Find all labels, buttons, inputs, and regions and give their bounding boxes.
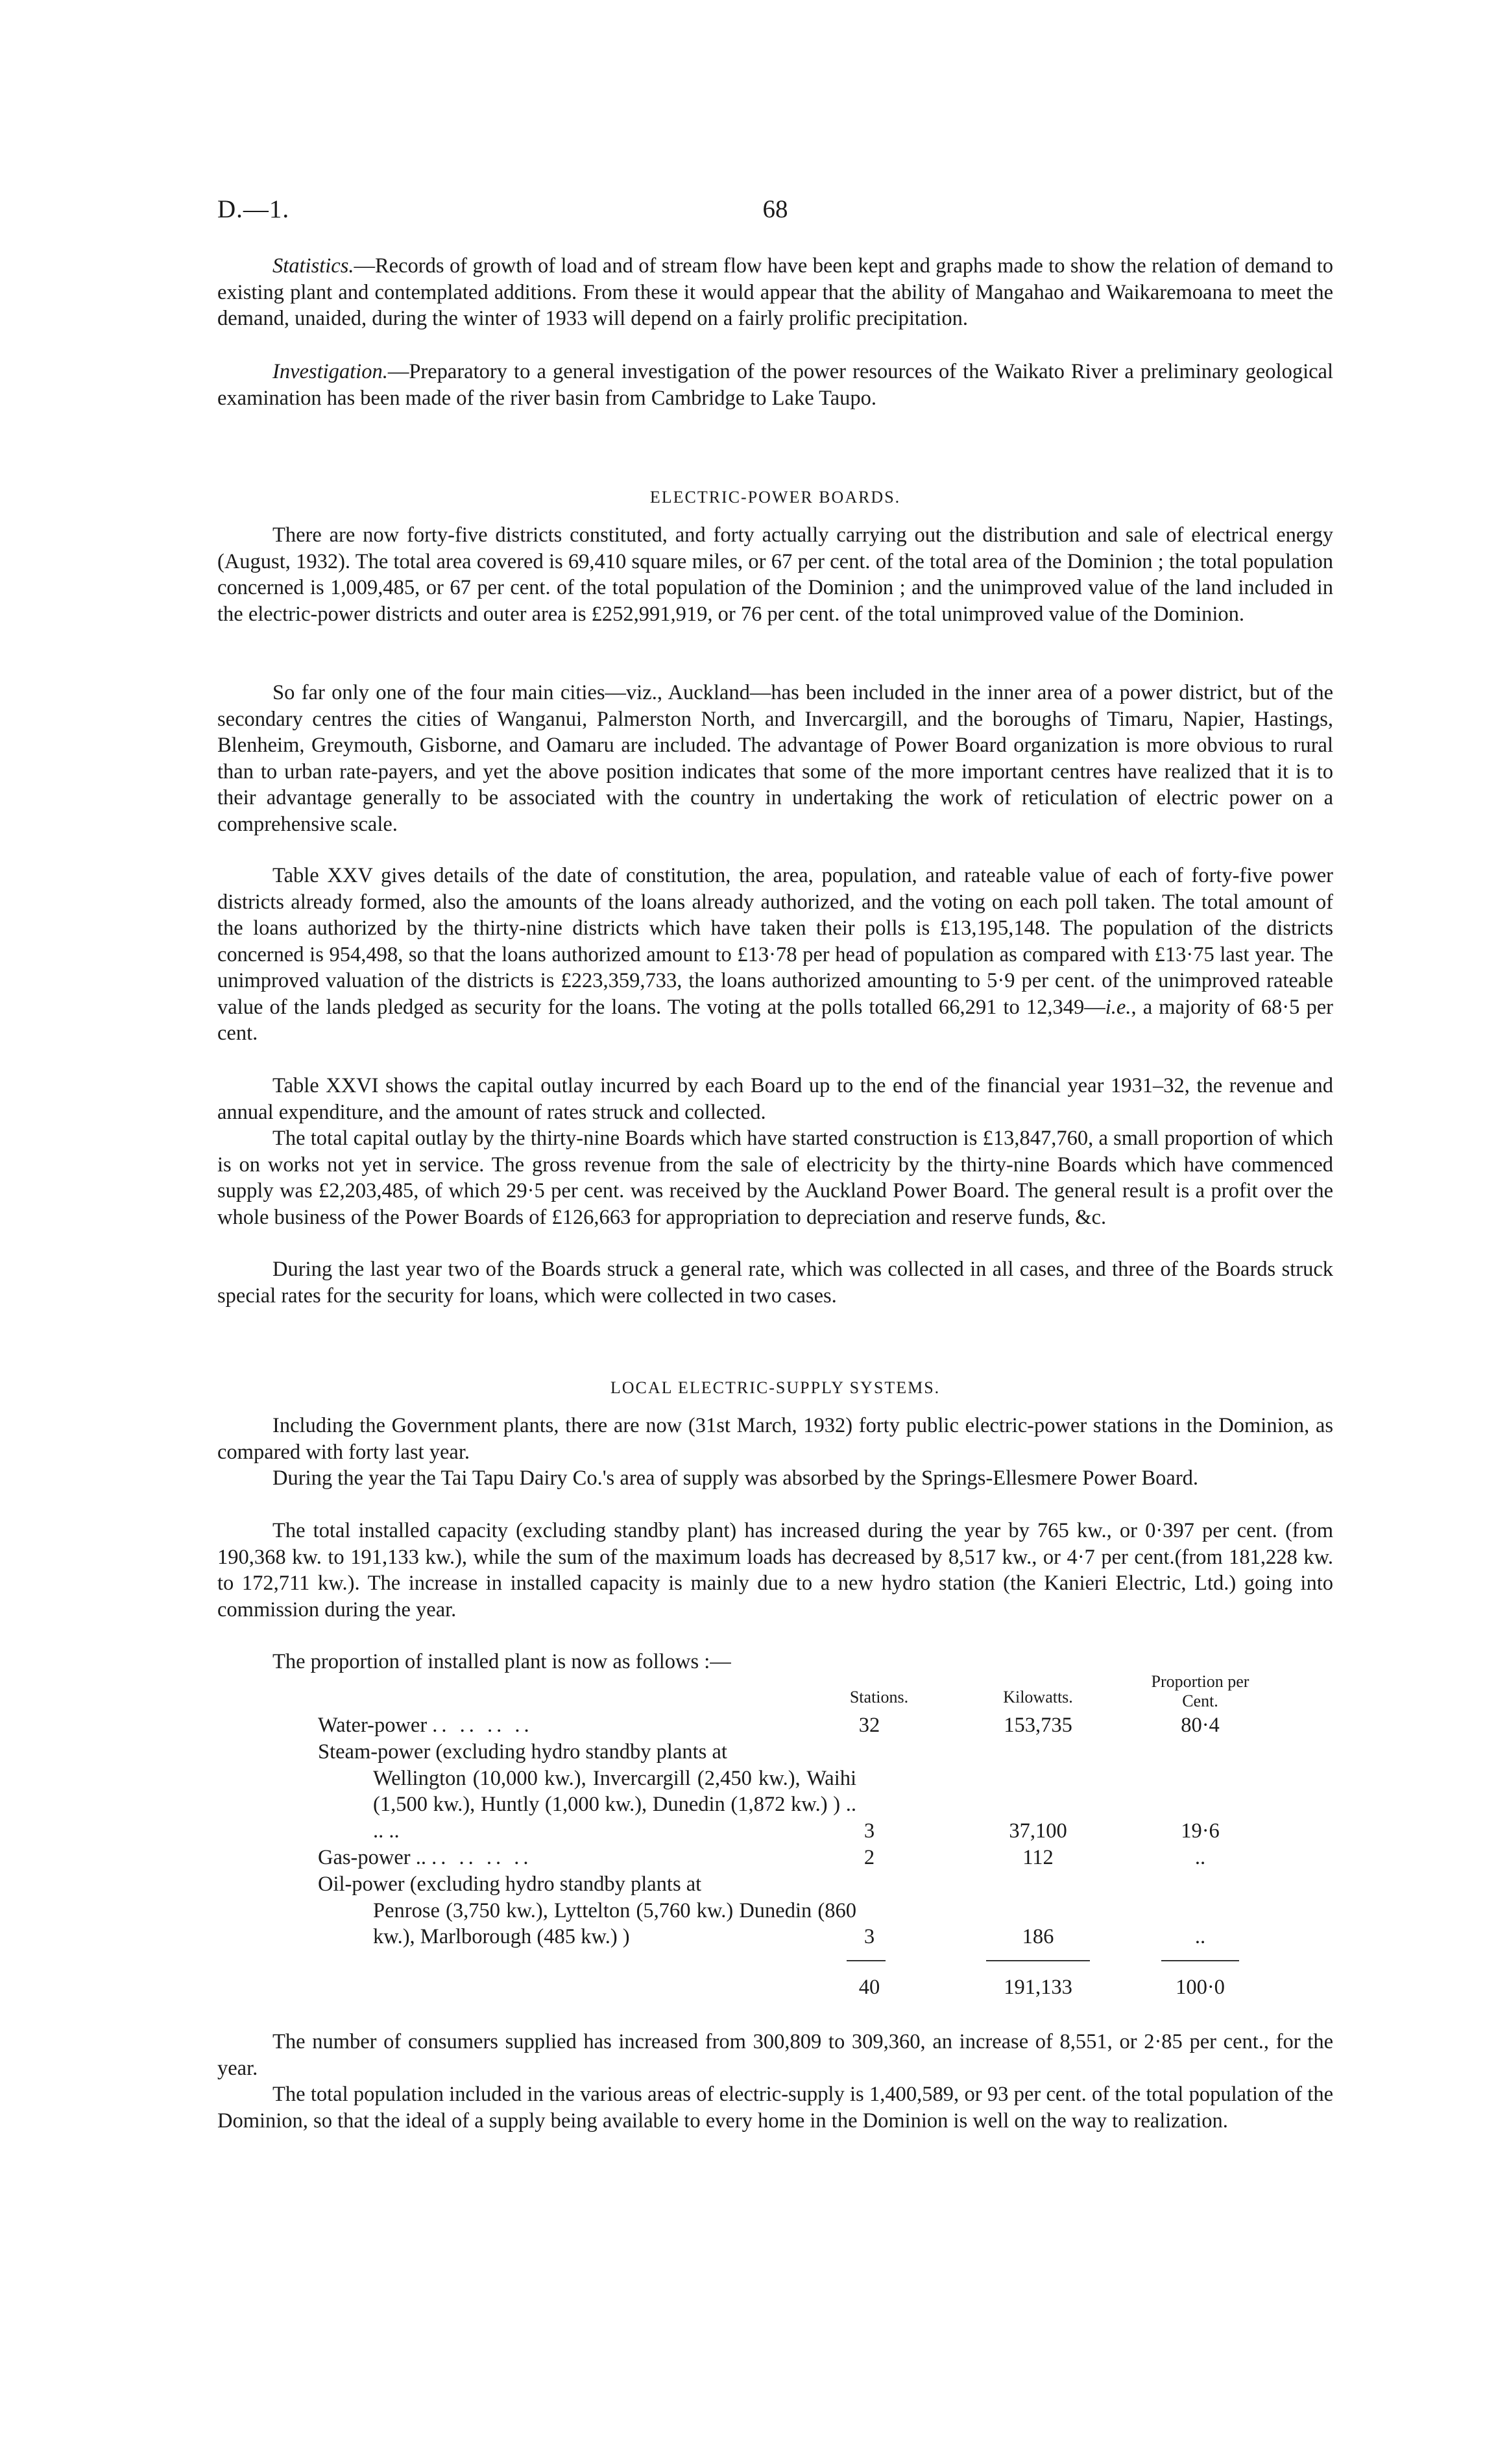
table-cell-proportion: 19·6 <box>1181 1819 1220 1843</box>
after-table-paragraph-2: The total population included in the various areas of electric-supply is 1,400,589, or 93 per cent. of the total population of the Dominion, so that the ideal of a supply being available to every home in the Dominion is well on the way to realization. <box>217 2083 1333 2133</box>
table-total-proportion: 100·0 <box>1176 1976 1225 1999</box>
total-rule-proportion <box>1161 1960 1239 1961</box>
table-cell-stations: 3 <box>863 1925 875 1948</box>
col-header-proportion: Proportion per Cent. <box>1151 1672 1249 1710</box>
boards-paragraph-6: During the last year two of the Boards struck a general rate, which was collected in all cases, and three of the Boards struck special rates for the security for loans, which were collected in two cases. <box>217 1258 1333 1308</box>
boards-paragraph-3: Table XXV gives details of the date of constitution, the area, population, and rateable value of each of forty-five power districts already formed, also the amounts of the loans already authorized, and the voting on each poll taken. The total amount of the loans authorized by the thirty-nine districts which have taken their polls is £13,195,148. The population of the districts concerned is 954,498, so that the loans authorized amount to £13·78 per head of population as compared with £13·75 last year. The unimproved valuation of the districts is £223,359,733, the loans authorized amounting to 5·9 per cent. of the unimproved rateable value of the lands pledged as security for the loans. The voting at the polls totalled 66,291 to 12,349—i.e., a majority of 68·5 per cent. <box>217 864 1333 1045</box>
col-header-kilowatts: Kilowatts. <box>1003 1688 1073 1706</box>
table-cell-kilowatts: 37,100 <box>1009 1819 1067 1843</box>
statistics-label: Statistics. <box>272 254 354 278</box>
investigation-label: Investigation. <box>272 360 388 383</box>
table-cell-stations: 2 <box>863 1846 875 1869</box>
table-cell-kilowatts: 153,735 <box>1004 1714 1072 1737</box>
table-cell-stations: 32 <box>858 1714 880 1737</box>
table-cell-proportion: .. <box>1194 1846 1206 1869</box>
col-header-stations: Stations. <box>849 1688 909 1706</box>
after-table-paragraph-1: The number of consumers supplied has increased from 300,809 to 309,360, an increase of 8,551, or 2·85 per cent., for the year. <box>217 2030 1333 2080</box>
table-cell-proportion: 80·4 <box>1181 1714 1220 1737</box>
table-row-label: Water-power .. .. .. .. <box>318 1714 533 1737</box>
table-row-label: Steam-power (excluding hydro standby plants at Wellington (10,000 kw.), Invercargill (2,450 kw.), Waihi (1,500 kw.), Huntly (1,000 kw.), Dunedin (1,872 kw.) ) .. .. .. <box>318 1740 856 1843</box>
boards-paragraph-2: So far only one of the four main cities—viz., Auckland—has been included in the inner area of a power district, but of the secondary centres the cities of Wanganui, Palmerston North, and Invercargill, and the boroughs of Timaru, Napier, Hastings, Blenheim, Greymouth, Gisborne, and Oamaru are included. The advantage of Power Board organization is more obvious to rural than to urban rate-payers, and yet the above position indicates that some of the more important centres have realized that it is to their advantage generally to be associated with the country in undertaking the work of reticulation of electric power on a comprehensive scale. <box>217 681 1333 836</box>
boards-paragraph-1: There are now forty-five districts constituted, and forty actually carrying out the distribution and sale of electrical energy (August, 1932). The total area covered is 69,410 square miles, or 67 per cent. of the total area of the Dominion ; the total population concerned is 1,009,485, or 67 per cent. of the total population of the Dominion ; and the unimproved value of the land included in the electric-power districts and outer area is £252,991,919, or 76 per cent. of the total unimproved value of the Dominion. <box>217 523 1333 626</box>
local-paragraph-2: During the year the Tai Tapu Dairy Co.'s area of supply was absorbed by the Springs-Ellesmere Power Board. <box>272 1466 1199 1490</box>
table-cell-proportion: .. <box>1194 1925 1206 1948</box>
table-row-label: Oil-power (excluding hydro standby plants at Penrose (3,750 kw.), Lyttelton (5,760 kw.) Dunedin (860 kw.), Marlborough (485 kw.) ) <box>318 1872 856 1948</box>
total-rule-kilowatts <box>986 1960 1090 1961</box>
investigation-paragraph: Investigation.—Preparatory to a general investigation of the power resources of the Waikato River a preliminary geological examination has been made of the river basin from Cambridge to Lake Taupo. <box>217 360 1333 410</box>
local-paragraph-3: The total installed capacity (excluding standby plant) has increased during the year by 765 kw., or 0·397 per cent. (from 190,368 kw. to 191,133 kw.), while the sum of the maximum loads has decreased by 8,517 kw., or 4·7 per cent.(from 181,228 kw. to 172,711 kw.). The increase in installed capacity is mainly due to a new hydro station (the Kanieri Electric, Ltd.) going into commission during the year. <box>217 1519 1333 1621</box>
page-header <box>217 195 1333 233</box>
table-total-kilowatts: 191,133 <box>1004 1976 1072 1999</box>
document-reference: D.—1. <box>217 195 290 223</box>
table-cell-kilowatts: 112 <box>1022 1846 1054 1869</box>
local-paragraph-1: Including the Government plants, there are now (31st March, 1932) forty public electric-power stations in the Dominion, as compared with forty last year. <box>217 1414 1333 1464</box>
section-heading-local: LOCAL ELECTRIC-SUPPLY SYSTEMS. <box>610 1378 941 1397</box>
section-heading-boards: ELECTRIC-POWER BOARDS. <box>649 488 901 507</box>
boards-paragraph-4: Table XXVI shows the capital outlay incurred by each Board up to the end of the financial year 1931–32, the revenue and annual expenditure, and the amount of rates struck and collected. <box>217 1074 1333 1124</box>
statistics-paragraph: Statistics.—Records of growth of load and of stream flow have been kept and graphs made to show the relation of demand to existing plant and contemplated additions. From these it would appear that the ability of Mangahao and Waikaremoana to meet the demand, unaided, during the winter of 1933 will depend on a fairly prolific precipitation. <box>217 254 1333 330</box>
local-paragraph-4: The proportion of installed plant is now as follows :— <box>272 1650 731 1673</box>
page-number: 68 <box>762 195 788 223</box>
table-cell-kilowatts: 186 <box>1022 1925 1054 1948</box>
table-total-stations: 40 <box>858 1976 880 1999</box>
boards-paragraph-5: The total capital outlay by the thirty-nine Boards which have started construction is £13,847,760, a small proportion of which is on works not yet in service. The gross revenue from the sale of electricity by the thirty-nine Boards which have commenced supply was £2,203,485, of which 29·5 per cent. was received by the Auckland Power Board. The general result is a profit over the whole business of the Power Boards of £126,663 for appropriation to depreciation and reserve funds, &c. <box>217 1127 1333 1229</box>
total-rule-stations <box>847 1960 886 1961</box>
table-row-label: Gas-power .. .. .. .. .. <box>318 1846 533 1869</box>
table-cell-stations: 3 <box>863 1819 875 1843</box>
